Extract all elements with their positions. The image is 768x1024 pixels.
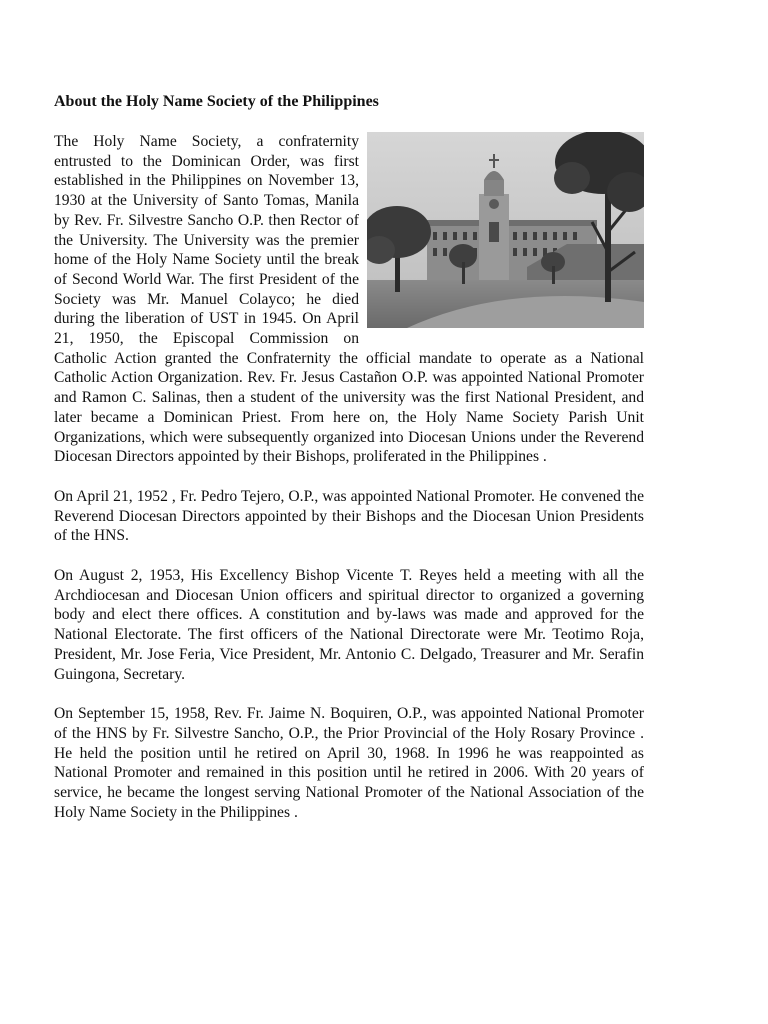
university-building-photo — [367, 132, 644, 328]
document-title: About the Holy Name Society of the Philippines — [54, 93, 379, 110]
document-page — [54, 92, 644, 843]
paragraph-1-text: The Holy Name Society, a confraternity entrusted to the Dominican Order, was first established in the Philippines on November 13, 1930 at the University of Santo Tomas, Manila by Rev. Fr. Silvestre Sancho O.P. then Rector of the University. The University was the premier home of the Holy Name Society until the break of Second World War. The first President of the Society was Mr. Manuel Colayco; he died during the liberation of UST in 1945. On April 21, 1950, the Episcopal Commission on Catholic Action granted the Confraternity the official mandate to operate as a National Catholic Action Organization. Rev. Fr. Jesus Castañon O.P. was appointed National Promoter and Ramon C. Salinas, then a student of the university was the first National President, and later became a Dominican Priest. From here on, the Holy Name Society Parish Unit Organizations, which were subsequently organized into Diocesan Unions under the Reverend Diocesan Directors appointed by their Bishops, proliferated in the Philippines . — [54, 133, 644, 466]
paragraph-4: On September 15, 1958, Rev. Fr. Jaime N. Boquiren, O.P., was appointed National Promoter of the HNS by Fr. Silvestre Sancho, O.P., the Prior Provincial of the Holy Rosary Province . He held the position until he retired on April 30, 1968. In 1996 he was reappointed as National Promoter and remained in this position until he retired in 2006. With 20 years of service, he became the longest serving National Promoter of the National Association of the Holy Name Society in the Philippines . — [54, 705, 644, 821]
paragraph-2: On April 21, 1952 , Fr. Pedro Tejero, O.P., was appointed National Promoter. He convened the Reverend Diocesan Directors appointed by their Bishops and the Diocesan Union Presidents of the HNS. — [54, 487, 644, 545]
paragraph-1 — [54, 132, 644, 467]
paragraph-3: On August 2, 1953, His Excellency Bishop Vicente T. Reyes held a meeting with all the Archdiocesan and Diocesan Union officers and spiritual director to organized a governing body and elect there offices. A constitution and by-laws was made and approved for the National Electorate. The first officers of the National Directorate were Mr. Teotimo Roja, President, Mr. Jose Feria, Vice President, Mr. Antonio C. Delgado, Treasurer and Mr. Serafin Guingona, Secretary. — [54, 567, 644, 683]
